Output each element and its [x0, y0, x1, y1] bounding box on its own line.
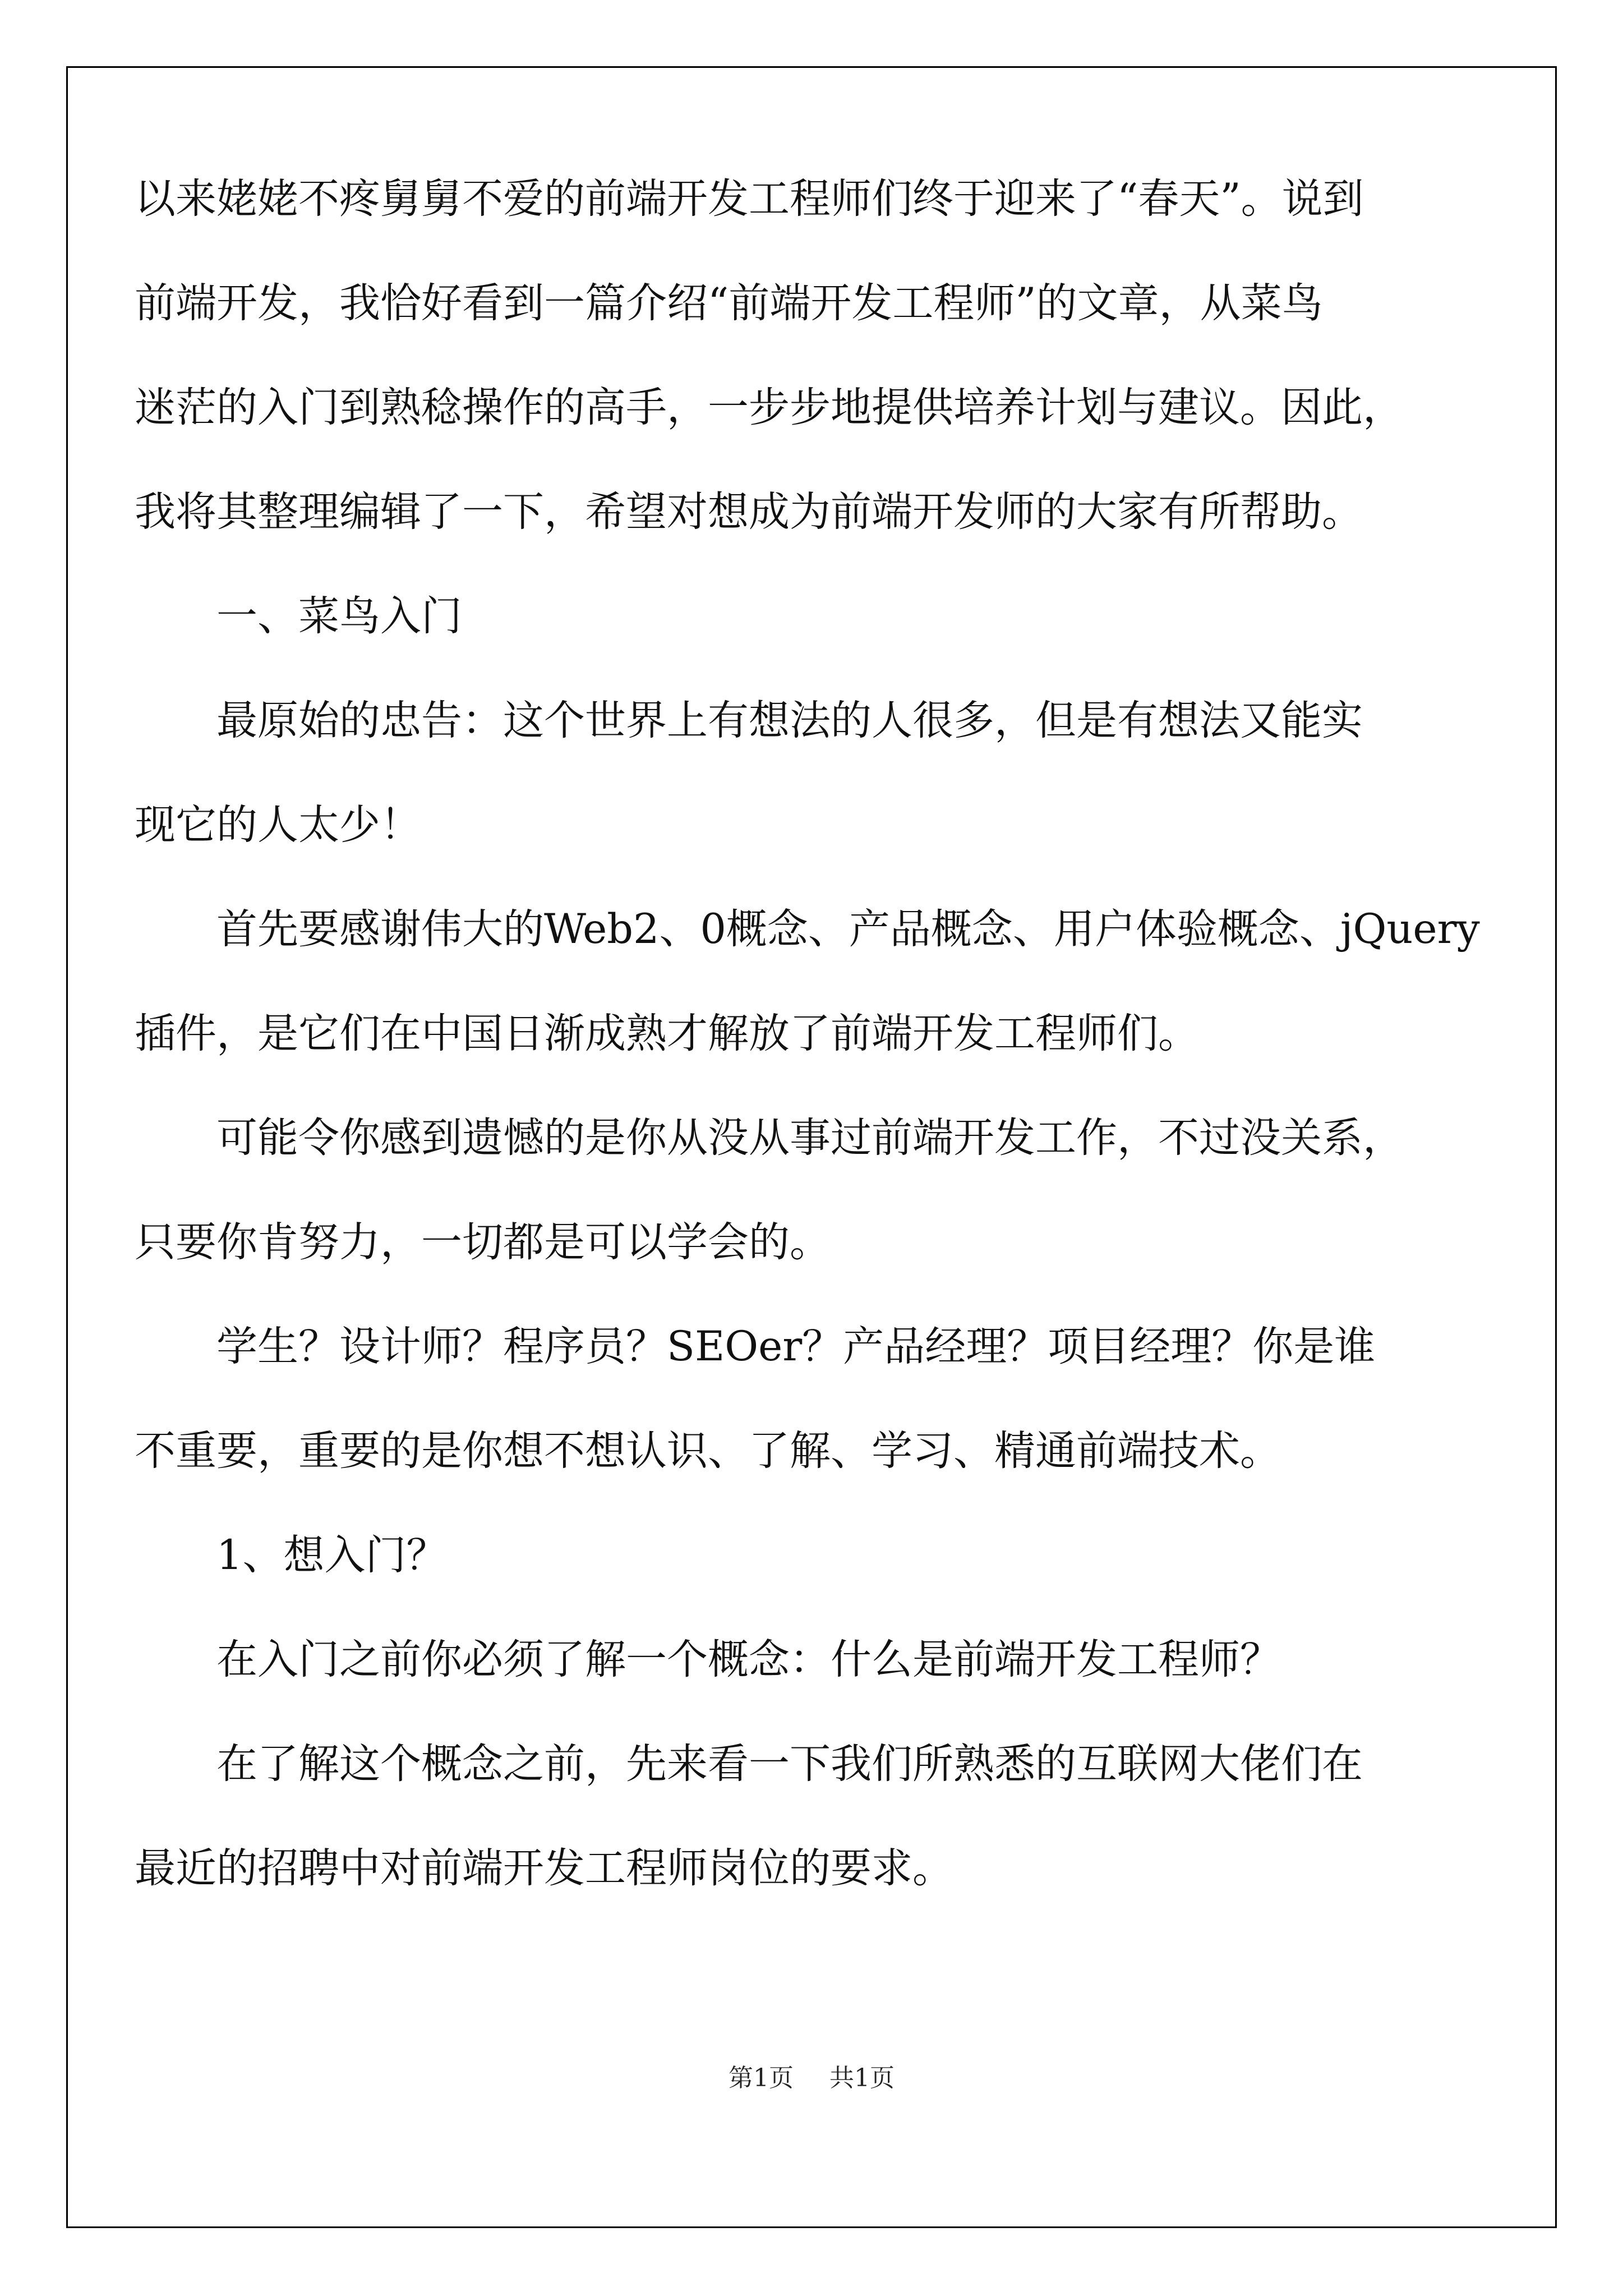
text-line-11: 只要你肯努力，一切都是可以学会的。	[135, 1218, 831, 1266]
page-total: 共1页	[829, 2064, 895, 2092]
document-body	[135, 147, 1570, 1921]
text-line-17: 最近的招聘中对前端开发工程师岗位的要求。	[135, 1844, 953, 1892]
text-line-15: 在入门之前你必须了解一个概念：什么是前端开发工程师？	[216, 1636, 1281, 1683]
page-number: 第1页	[728, 2064, 794, 2092]
page-footer	[0, 2058, 1623, 2093]
text-line-4: 我将其整理编辑了一下，希望对想成为前端开发师的大家有所帮助。	[135, 488, 1363, 536]
text-line-7: 现它的人太少！	[135, 801, 421, 849]
text-line-6: 最原始的忠告：这个世界上有想法的人很多，但是有想法又能实	[216, 697, 1363, 744]
text-line-16: 在了解这个概念之前，先来看一下我们所熟悉的互联网大佬们在	[216, 1740, 1363, 1788]
text-line-2: 前端开发，我恰好看到一篇介绍“前端开发工程师”的文章，从菜鸟	[135, 279, 1323, 327]
text-line-10: 可能令你感到遗憾的是你从没从事过前端开发工作，不过没关系，	[216, 1114, 1404, 1162]
subsection-heading: 1、想入门？	[216, 1531, 448, 1579]
text-line-3: 迷茫的入门到熟稔操作的高手，一步步地提供培养计划与建议。因此，	[135, 384, 1404, 431]
section-heading: 一、菜鸟入门	[216, 592, 462, 640]
text-line-9: 插件，是它们在中国日渐成熟才解放了前端开发工程师们。	[135, 1010, 1199, 1057]
text-line-8: 首先要感谢伟大的Web2、0概念、产品概念、用户体验概念、jQuery	[216, 905, 1480, 953]
text-line-13: 不重要，重要的是你想不想认识、了解、学习、精通前端技术。	[135, 1427, 1281, 1475]
text-line-1: 以来姥姥不疼舅舅不爱的前端开发工程师们终于迎来了“春天”。说到	[135, 175, 1364, 223]
text-line-12: 学生？设计师？程序员？SEOer？产品经理？项目经理？你是谁	[216, 1323, 1376, 1370]
